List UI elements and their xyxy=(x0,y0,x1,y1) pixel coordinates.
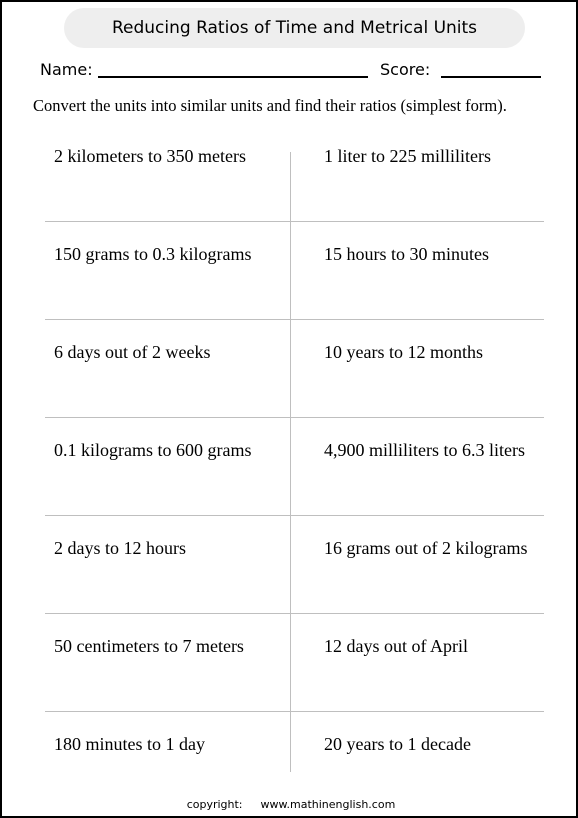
problem-left-6: 50 centimeters to 7 meters xyxy=(54,636,244,656)
row-divider xyxy=(45,711,544,712)
problem-left-5: 2 days to 12 hours xyxy=(54,538,186,558)
copyright-label: copyright: xyxy=(186,798,243,811)
score-blank[interactable] xyxy=(441,76,541,78)
problem-left-3: 6 days out of 2 weeks xyxy=(54,342,211,362)
instructions: Convert the units into similar units and find their ratios (simplest form). xyxy=(33,96,507,115)
row-divider xyxy=(45,319,544,320)
problem-left-7: 180 minutes to 1 day xyxy=(54,734,205,754)
name-blank[interactable] xyxy=(98,76,368,78)
worksheet-title-text: Reducing Ratios of Time and Metrical Units xyxy=(111,18,478,38)
problem-right-1: 1 liter to 225 milliliters xyxy=(324,146,491,166)
problem-left-2: 150 grams to 0.3 kilograms xyxy=(54,244,252,264)
problem-right-7: 20 years to 1 decade xyxy=(324,734,471,754)
column-divider xyxy=(290,152,291,772)
worksheet-title xyxy=(64,8,525,48)
score-label: Score: xyxy=(380,60,431,79)
problem-left-1: 2 kilometers to 350 meters xyxy=(54,146,246,166)
footer xyxy=(2,798,578,811)
row-divider xyxy=(45,613,544,614)
problem-left-4: 0.1 kilograms to 600 grams xyxy=(54,440,252,460)
row-divider xyxy=(45,515,544,516)
problem-right-4: 4,900 milliliters to 6.3 liters xyxy=(324,440,525,460)
problem-grid xyxy=(45,124,544,784)
problem-right-6: 12 days out of April xyxy=(324,636,468,656)
problem-right-3: 10 years to 12 months xyxy=(324,342,483,362)
site-link[interactable]: www.mathinenglish.com xyxy=(260,798,396,811)
name-score-row xyxy=(40,58,550,84)
problem-right-2: 15 hours to 30 minutes xyxy=(324,244,489,264)
problem-right-5: 16 grams out of 2 kilograms xyxy=(324,538,528,558)
row-divider xyxy=(45,417,544,418)
name-label: Name: xyxy=(40,60,93,79)
row-divider xyxy=(45,221,544,222)
